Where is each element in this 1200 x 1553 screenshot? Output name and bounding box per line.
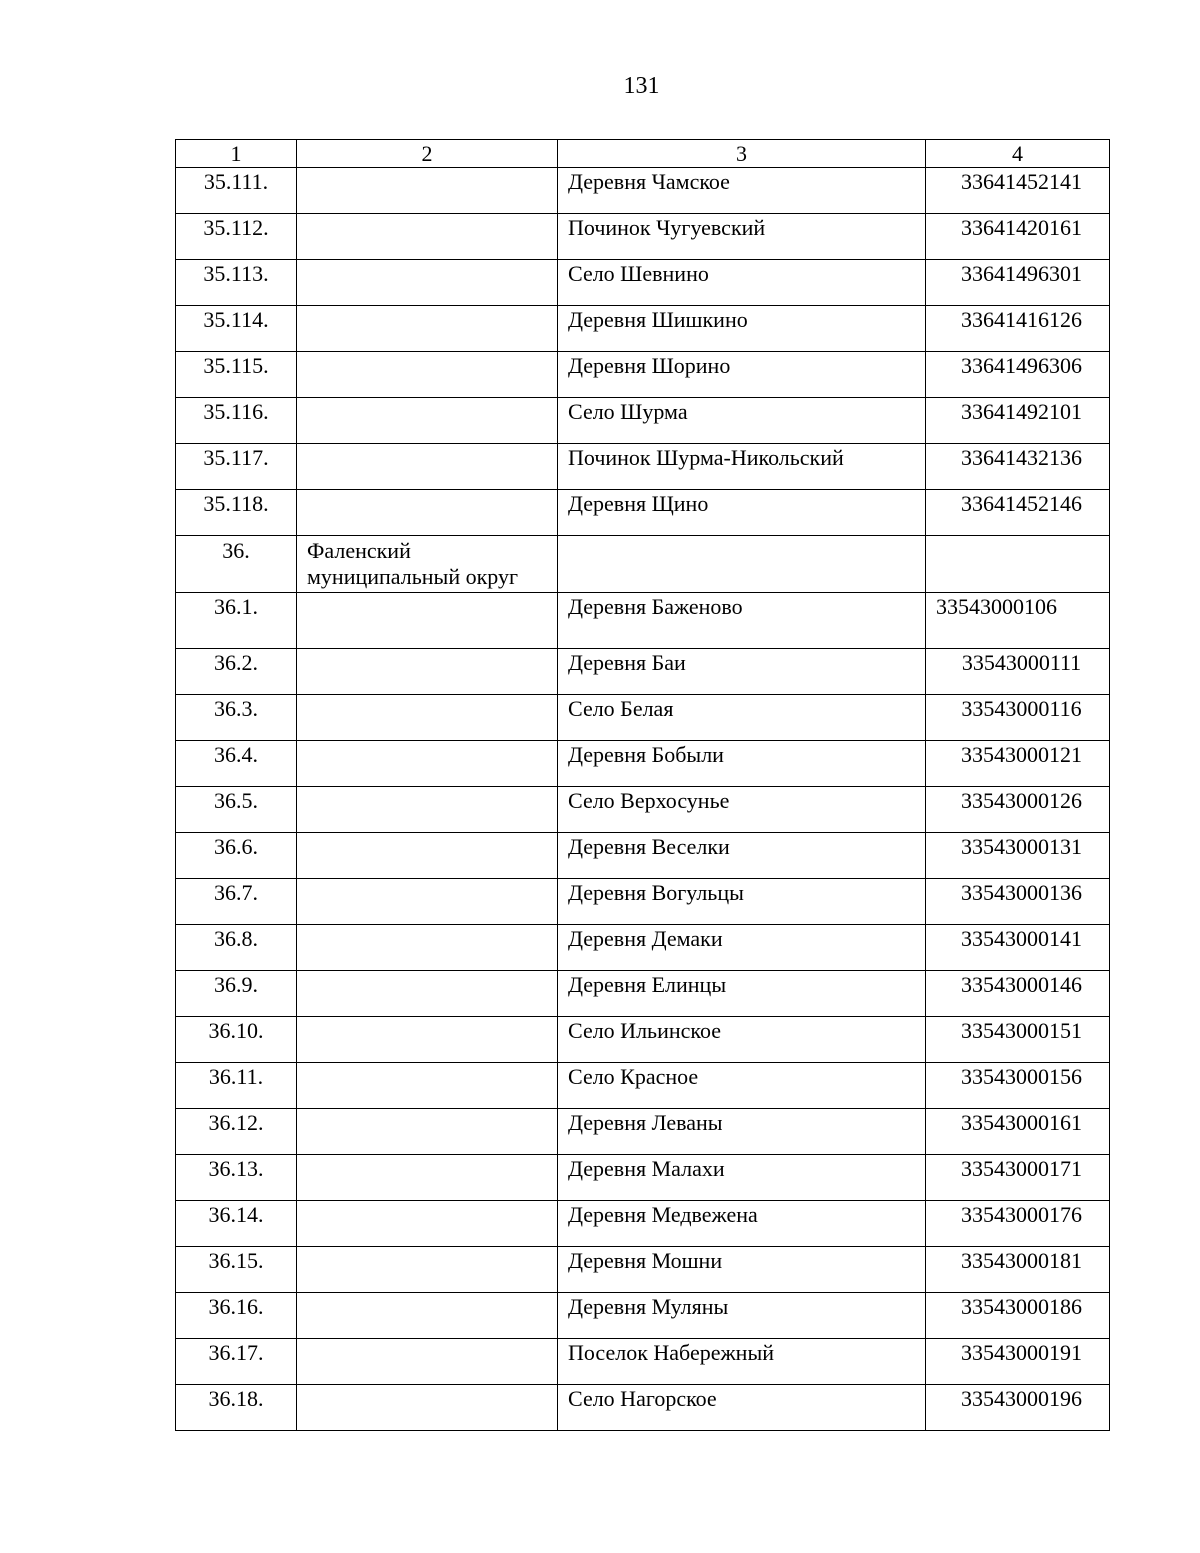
district-cell [297, 593, 558, 649]
table-row [176, 490, 1110, 536]
oktmo-code-cell: 33543000141 [926, 925, 1110, 971]
table-row [176, 1109, 1110, 1155]
oktmo-code-cell: 33543000146 [926, 971, 1110, 1017]
district-cell [297, 352, 558, 398]
column-header: 4 [926, 140, 1110, 168]
row-number-cell: 36.3. [176, 695, 297, 741]
table-row [176, 1063, 1110, 1109]
district-cell [297, 879, 558, 925]
oktmo-code-cell: 33641420161 [926, 214, 1110, 260]
district-cell [297, 1063, 558, 1109]
column-header: 1 [176, 140, 297, 168]
table-row [176, 649, 1110, 695]
oktmo-code-cell: 33543000131 [926, 833, 1110, 879]
row-number-cell: 35.112. [176, 214, 297, 260]
page-number: 131 [623, 73, 660, 99]
table-row [176, 833, 1110, 879]
row-number-cell: 36.12. [176, 1109, 297, 1155]
row-number-cell: 35.117. [176, 444, 297, 490]
table-row [176, 741, 1110, 787]
table-row [176, 1247, 1110, 1293]
row-number-cell: 36.9. [176, 971, 297, 1017]
table-row [176, 306, 1110, 352]
table-row [176, 879, 1110, 925]
district-cell [297, 787, 558, 833]
table-row [176, 925, 1110, 971]
row-number-cell: 35.114. [176, 306, 297, 352]
settlement-name-cell: Село Белая [558, 695, 926, 741]
district-cell [297, 1247, 558, 1293]
oktmo-code-cell: 33543000176 [926, 1201, 1110, 1247]
district-cell [297, 925, 558, 971]
table-row [176, 1017, 1110, 1063]
table-row [176, 1155, 1110, 1201]
settlement-name-cell: Село Шевнино [558, 260, 926, 306]
settlement-name-cell: Деревня Малахи [558, 1155, 926, 1201]
settlement-name-cell: Деревня Мошни [558, 1247, 926, 1293]
settlement-name-cell: Село Шурма [558, 398, 926, 444]
table-row [176, 214, 1110, 260]
district-cell [297, 1385, 558, 1431]
table-row [176, 1201, 1110, 1247]
settlement-name-cell: Починок Шурма-Никольский [558, 444, 926, 490]
table-row [176, 593, 1110, 649]
oktmo-code-cell: 33543000136 [926, 879, 1110, 925]
row-number-cell: 35.115. [176, 352, 297, 398]
settlement-name-cell: Деревня Щино [558, 490, 926, 536]
settlement-name-cell: Деревня Шорино [558, 352, 926, 398]
row-number-cell: 36. [176, 536, 297, 593]
settlement-name-cell: Деревня Муляны [558, 1293, 926, 1339]
district-cell [297, 490, 558, 536]
table-row [176, 1385, 1110, 1431]
settlement-name-cell: Деревня Демаки [558, 925, 926, 971]
table-row [176, 352, 1110, 398]
oktmo-code-cell [926, 536, 1110, 593]
settlement-name-cell: Деревня Бобыли [558, 741, 926, 787]
table-row [176, 398, 1110, 444]
oktmo-code-cell: 33641492101 [926, 398, 1110, 444]
column-header: 3 [558, 140, 926, 168]
settlement-name-cell [558, 536, 926, 593]
district-cell [297, 1293, 558, 1339]
row-number-cell: 36.8. [176, 925, 297, 971]
table-row [176, 260, 1110, 306]
oktmo-code-cell: 33543000121 [926, 741, 1110, 787]
row-number-cell: 36.18. [176, 1385, 297, 1431]
oktmo-code-cell: 33543000186 [926, 1293, 1110, 1339]
row-number-cell: 35.113. [176, 260, 297, 306]
district-cell [297, 1155, 558, 1201]
settlement-name-cell: Село Нагорское [558, 1385, 926, 1431]
settlement-name-cell: Деревня Баи [558, 649, 926, 695]
column-header: 2 [297, 140, 558, 168]
table-row [176, 695, 1110, 741]
table-row [176, 1339, 1110, 1385]
row-number-cell: 36.14. [176, 1201, 297, 1247]
table-header-row [176, 140, 1110, 168]
district-cell [297, 444, 558, 490]
settlement-name-cell: Деревня Чамское [558, 168, 926, 214]
table-row [176, 168, 1110, 214]
row-number-cell: 36.1. [176, 593, 297, 649]
table-row [176, 787, 1110, 833]
oktmo-code-cell: 33543000126 [926, 787, 1110, 833]
table-row [176, 1293, 1110, 1339]
settlement-name-cell: Деревня Медвежена [558, 1201, 926, 1247]
oktmo-code-cell: 33641452146 [926, 490, 1110, 536]
settlement-name-cell: Село Ильинское [558, 1017, 926, 1063]
district-cell [297, 695, 558, 741]
row-number-cell: 36.16. [176, 1293, 297, 1339]
oktmo-code-cell: 33543000111 [926, 649, 1110, 695]
district-cell [297, 168, 558, 214]
district-cell [297, 306, 558, 352]
settlement-name-cell: Село Верхосунье [558, 787, 926, 833]
row-number-cell: 36.10. [176, 1017, 297, 1063]
settlement-name-cell: Деревня Баженово [558, 593, 926, 649]
district-cell [297, 214, 558, 260]
district-cell [297, 1017, 558, 1063]
district-cell [297, 741, 558, 787]
section-row [176, 536, 1110, 593]
oktmo-code-cell: 33543000171 [926, 1155, 1110, 1201]
district-cell [297, 398, 558, 444]
row-number-cell: 35.118. [176, 490, 297, 536]
settlement-name-cell: Деревня Шишкино [558, 306, 926, 352]
row-number-cell: 35.116. [176, 398, 297, 444]
oktmo-code-cell: 33543000191 [926, 1339, 1110, 1385]
row-number-cell: 36.7. [176, 879, 297, 925]
settlement-name-cell: Поселок Набережный [558, 1339, 926, 1385]
row-number-cell: 36.2. [176, 649, 297, 695]
district-cell [297, 260, 558, 306]
oktmo-code-cell: 33543000196 [926, 1385, 1110, 1431]
district-cell [297, 1201, 558, 1247]
settlement-name-cell: Деревня Елинцы [558, 971, 926, 1017]
row-number-cell: 36.5. [176, 787, 297, 833]
oktmo-code-cell: 33641452141 [926, 168, 1110, 214]
district-cell [297, 1339, 558, 1385]
oktmo-code-cell: 33543000161 [926, 1109, 1110, 1155]
table-row [176, 444, 1110, 490]
row-number-cell: 35.111. [176, 168, 297, 214]
oktmo-code-cell: 33641432136 [926, 444, 1110, 490]
oktmo-code-cell: 33543000151 [926, 1017, 1110, 1063]
oktmo-code-cell: 33641496306 [926, 352, 1110, 398]
row-number-cell: 36.11. [176, 1063, 297, 1109]
district-cell [297, 649, 558, 695]
oktmo-code-cell: 33543000116 [926, 695, 1110, 741]
row-number-cell: 36.13. [176, 1155, 297, 1201]
row-number-cell: 36.6. [176, 833, 297, 879]
oktmo-code-cell: 33641416126 [926, 306, 1110, 352]
table-row [176, 971, 1110, 1017]
oktmo-code-cell: 33543000181 [926, 1247, 1110, 1293]
district-cell: Фаленский муниципальный округ [297, 536, 558, 593]
oktmo-code-cell: 33641496301 [926, 260, 1110, 306]
settlement-name-cell: Деревня Веселки [558, 833, 926, 879]
oktmo-code-cell: 33543000156 [926, 1063, 1110, 1109]
district-cell [297, 971, 558, 1017]
row-number-cell: 36.17. [176, 1339, 297, 1385]
district-cell [297, 1109, 558, 1155]
district-cell [297, 833, 558, 879]
oktmo-code-cell: 33543000106 [926, 593, 1110, 649]
settlements-table [175, 139, 1110, 1431]
row-number-cell: 36.15. [176, 1247, 297, 1293]
settlement-name-cell: Починок Чугуевский [558, 214, 926, 260]
settlement-name-cell: Деревня Вогульцы [558, 879, 926, 925]
row-number-cell: 36.4. [176, 741, 297, 787]
settlement-name-cell: Село Красное [558, 1063, 926, 1109]
settlement-name-cell: Деревня Леваны [558, 1109, 926, 1155]
